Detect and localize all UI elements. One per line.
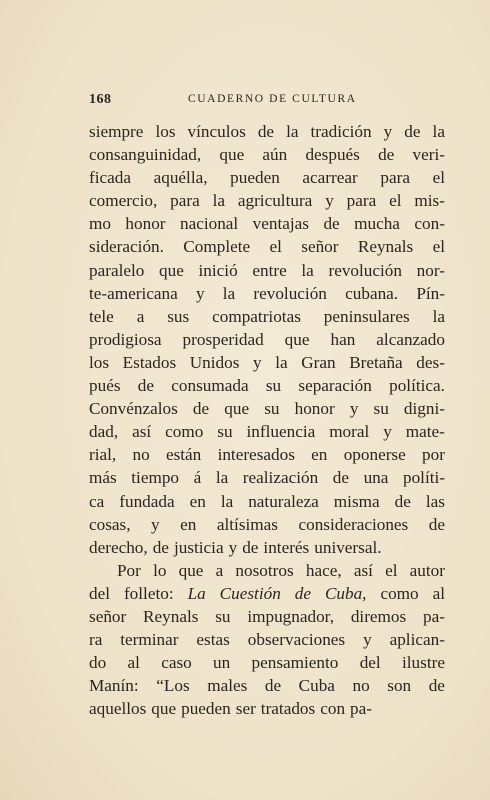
text-line: aquellos que pueden ser tratados con pa- xyxy=(89,699,372,719)
text-line: paralelo que inició entre la revolución nor- xyxy=(89,260,445,280)
text-line: más tiempo á la realización de una políti- xyxy=(89,468,445,488)
page-number: 168 xyxy=(89,92,112,107)
text-line: comercio, para la agricultura y para el mis- xyxy=(89,191,445,211)
text-line: sideración. Complete el señor Reynals el xyxy=(89,237,445,257)
page-header xyxy=(89,92,445,110)
text-line: derecho, de justicia y de interés universal. xyxy=(89,537,382,557)
text-line: dad, así como su influencia moral y mate- xyxy=(89,422,445,442)
text-line: pués de consumada su separación política. xyxy=(89,376,445,396)
text-line: rial, no están interesados en oponerse por xyxy=(89,445,445,465)
text-line: ra terminar estas observaciones y aplican- xyxy=(89,630,445,650)
text-line: Convénzalos de que su honor y su digni- xyxy=(89,399,445,419)
text-line: prodigiosa prosperidad que han alcanzado xyxy=(89,329,445,349)
text-line: tele a sus compatriotas peninsulares la xyxy=(89,306,445,326)
text-line: Manín: “Los males de Cuba no son de xyxy=(89,676,445,696)
text-line: do al caso un pensamiento del ilustre xyxy=(89,653,445,673)
text-line: señor Reynals su impugnador, diremos pa- xyxy=(89,606,445,626)
text-line: te-americana y la revolución cubana. Pín- xyxy=(89,283,445,303)
text-line: consanguinidad, que aún después de veri- xyxy=(89,145,445,165)
body-text xyxy=(89,120,445,720)
text-line: los Estados Unidos y la Gran Bretaña des- xyxy=(89,352,445,372)
text-line: Por lo que a nosotros hace, así el autor xyxy=(117,560,445,580)
text-line: mo honor nacional ventajas de mucha con- xyxy=(89,214,445,234)
text-line: cosas, y en altísimas consideraciones de xyxy=(89,514,445,534)
running-head: CUADERNO DE CULTURA xyxy=(188,93,357,105)
text-line: siempre los vínculos de la tradición y de la xyxy=(89,122,445,141)
text-line: del folleto: La Cuestión de Cuba, como al xyxy=(89,583,445,603)
text-line: ca fundada en la naturaleza misma de las xyxy=(89,491,445,511)
text-line: ficada aquélla, pueden acarrear para el xyxy=(89,168,445,188)
